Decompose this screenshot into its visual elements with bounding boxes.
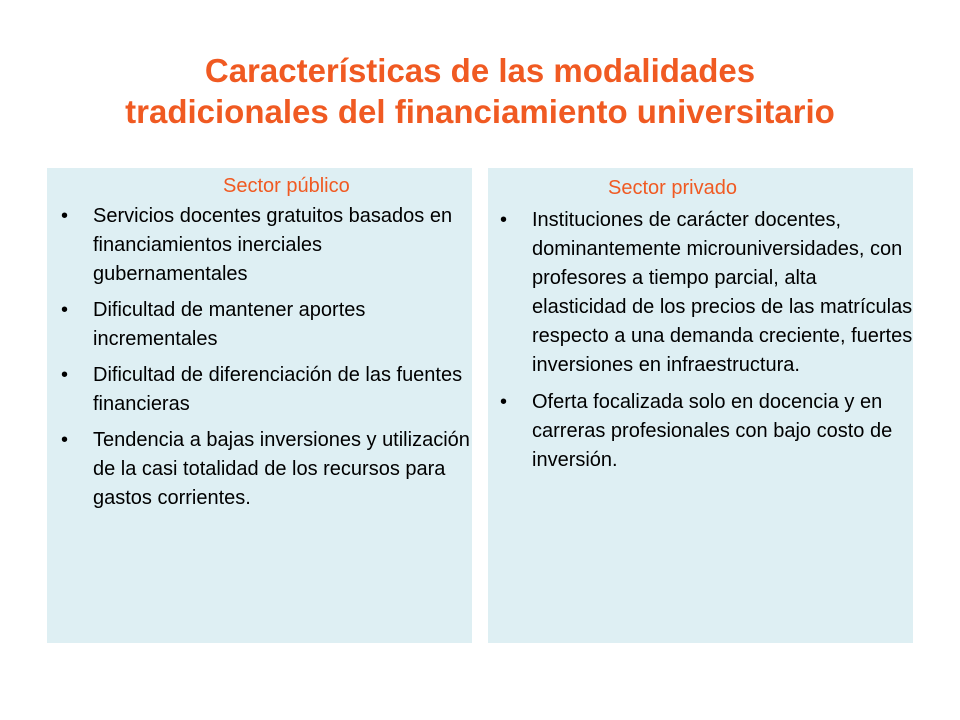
title-line-1: Características de las modalidades [204,52,756,89]
public-sector-heading: Sector público [223,175,350,197]
private-sector-heading: Sector privado [608,177,737,199]
bullet-icon: • [61,299,69,321]
private-sector-panel [488,168,913,643]
slide-title [40,50,920,132]
bullet-icon: • [61,364,69,386]
list-item-text: Servicios docentes gratuitos basados en financiamientos inerciales gubernamentales [93,205,453,285]
list-item [61,361,472,419]
list-item-text: Instituciones de carácter docentes, dominantemente microuniversidades, con profesores a tiempo parcial, alta elasticidad de los precios de las matrículas respecto a una demanda creciente, fuertes inversiones en infraestructura. [532,209,913,376]
list-item [61,202,472,289]
public-sector-panel [47,168,472,643]
bullet-icon: • [61,429,69,451]
list-item [500,206,913,380]
list-item [61,296,472,354]
title-line-2: tradicionales del financiamiento universitario [125,93,835,130]
private-sector-list [500,206,913,475]
bullet-icon: • [500,209,508,231]
list-item-text: Dificultad de diferenciación de las fuentes financieras [93,364,463,415]
list-item-text: Oferta focalizada solo en docencia y en carreras profesionales con bajo costo de inversión. [532,391,893,471]
list-item-text: Dificultad de mantener aportes incrementales [93,299,366,350]
bullet-icon: • [61,205,69,227]
list-item [500,388,913,475]
list-item [61,426,472,513]
list-item-text: Tendencia a bajas inversiones y utilización de la casi totalidad de los recursos para gastos corrientes. [93,429,470,509]
bullet-icon: • [500,391,508,413]
public-sector-list [61,202,472,513]
